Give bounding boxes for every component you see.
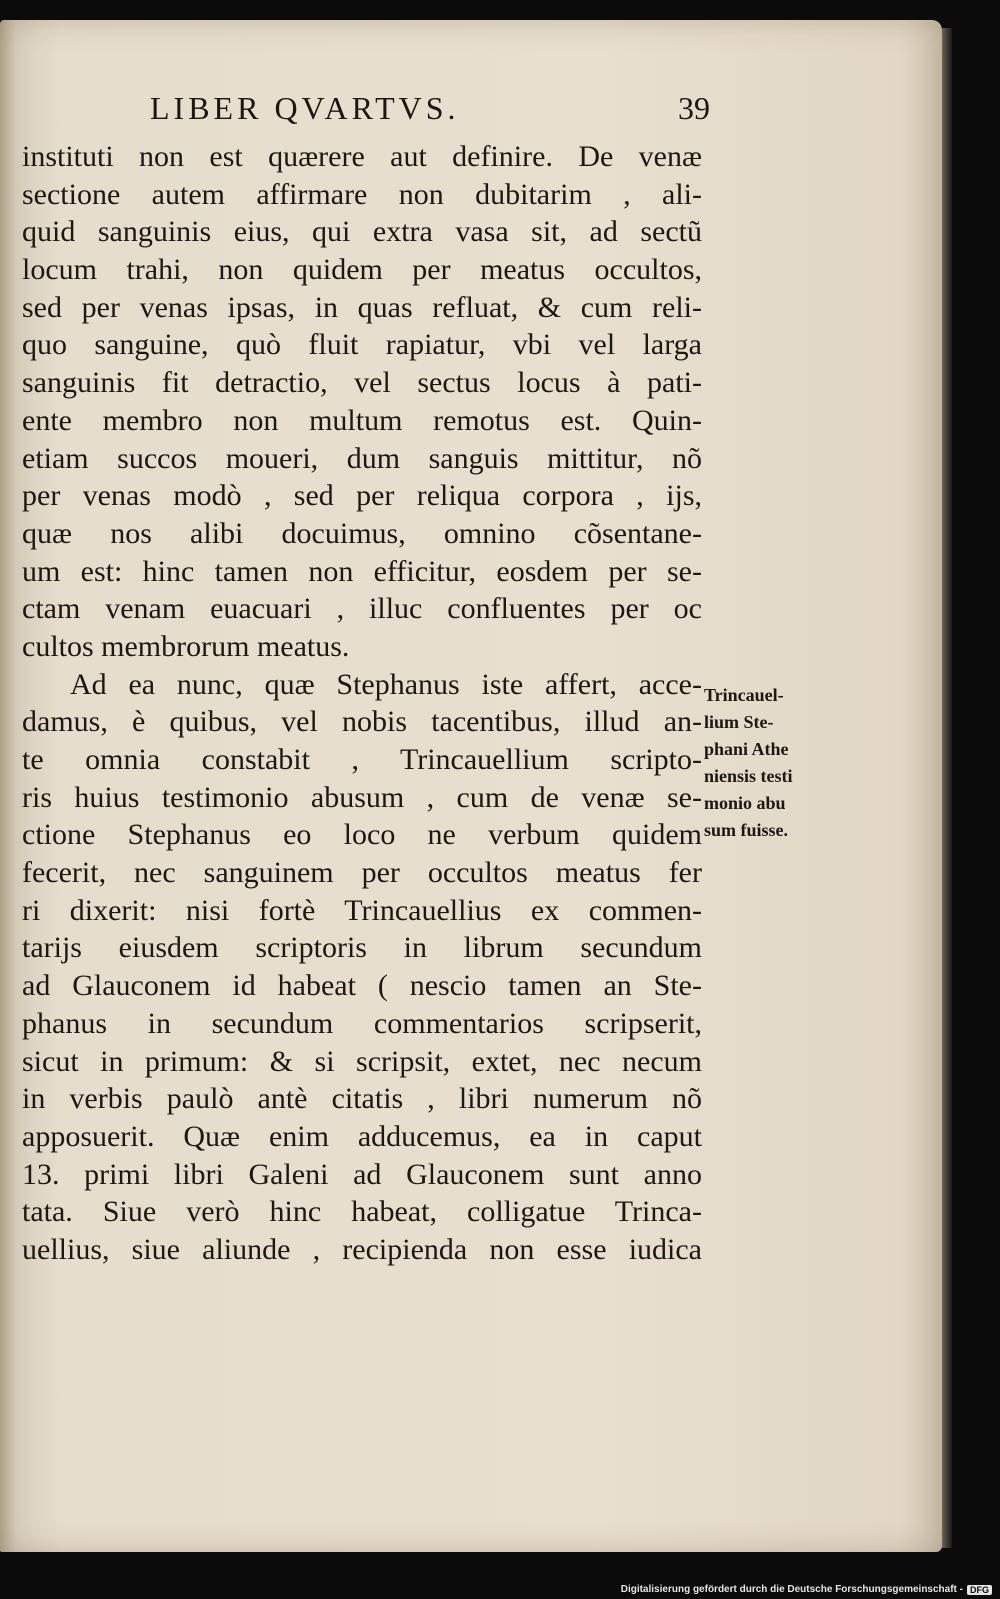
text-line: damus, è quibus, vel nobis tacentibus, illud an- xyxy=(22,705,702,739)
text-line: cultos membrorum meatus. xyxy=(22,629,350,663)
credit-text: Digitalisierung gefördert durch die Deutsche Forschungsgemeinschaft - xyxy=(620,1584,963,1595)
paragraph-start-line: Ad ea nunc, quæ Stephanus iste affert, acce- xyxy=(70,667,702,701)
text-line: ctam venam euacuari , illuc confluentes per oc xyxy=(22,592,702,626)
text-line: 13. primi libri Galeni ad Glauconem sunt anno xyxy=(22,1157,702,1191)
marginal-note-line: niensis testi xyxy=(704,766,793,786)
text-line: ad Glauconem id habeat ( nescio tamen an Ste- xyxy=(22,969,702,1003)
marginal-note-line: sum fuisse. xyxy=(704,820,789,840)
text-line: instituti non est quærere aut definire. De venæ xyxy=(22,140,702,173)
text-line: locum trahi, non quidem per meatus occultos, xyxy=(22,253,702,287)
text-line: sectione autem affirmare non dubitarim , ali- xyxy=(22,177,702,211)
text-line: phanus in secundum commentarios scripserit, xyxy=(22,1006,702,1040)
text-line: in verbis paulò antè citatis , libri numerum nõ xyxy=(22,1082,702,1116)
marginal-note xyxy=(704,682,832,844)
marginal-note-line: lium Ste- xyxy=(704,712,774,732)
marginal-note-line: monio abu xyxy=(704,793,786,813)
running-title: LIBER QVARTVS. xyxy=(150,89,460,126)
text-line: um est: hinc tamen non efficitur, eosdem per se- xyxy=(22,554,702,588)
text-line: etiam succos moueri, dum sanguis mittitur, nõ xyxy=(22,441,702,475)
page-edge xyxy=(942,28,952,1548)
text-line: te omnia constabit , Trincauellium scripto- xyxy=(22,743,702,776)
text-line: fecerit, nec sanguinem per occultos meatus fer xyxy=(22,856,702,890)
dfg-logo: DFG xyxy=(967,1585,992,1595)
text-line: sicut in primum: & si scripsit, extet, nec necum xyxy=(22,1044,702,1078)
text-line: tarijs eiusdem scriptoris in librum secundum xyxy=(22,931,702,965)
text-line: ente membro non multum remotus est. Quin- xyxy=(22,403,702,437)
digitization-credit xyxy=(621,1584,992,1595)
marginal-note-line: Trincauel- xyxy=(704,685,784,705)
text-line: quæ nos alibi docuimus, omnino cõsentane- xyxy=(22,516,702,550)
text-line: ris huius testimonio abusum , cum de venæ se- xyxy=(22,780,702,814)
main-text-block xyxy=(22,138,702,1269)
text-line: ri dixerit: nisi fortè Trincauellius ex commen- xyxy=(22,893,702,927)
text-line: sanguinis fit detractio, vel sectus locus à pati- xyxy=(22,366,702,400)
text-line: per venas modò , sed per reliqua corpora , ijs, xyxy=(22,479,702,513)
running-header xyxy=(150,88,710,128)
text-line: uellius, siue aliunde , recipienda non esse iudica xyxy=(22,1232,702,1266)
marginal-note-line: phani Athe xyxy=(704,739,789,759)
text-line: apposuerit. Quæ enim adducemus, ea in caput xyxy=(22,1119,702,1153)
text-line: tata. Siue verò hinc habeat, colligatue Trinca- xyxy=(22,1195,702,1229)
folio-number: 39 xyxy=(678,89,710,126)
text-line: quid sanguinis eius, qui extra vasa sit, ad sectũ xyxy=(22,215,702,249)
text-line: sed per venas ipsas, in quas refluat, & cum reli- xyxy=(22,290,702,324)
text-line: ctione Stephanus eo loco ne verbum quidem xyxy=(22,818,702,852)
text-line: quo sanguine, quò fluit rapiatur, vbi vel larga xyxy=(22,328,702,362)
